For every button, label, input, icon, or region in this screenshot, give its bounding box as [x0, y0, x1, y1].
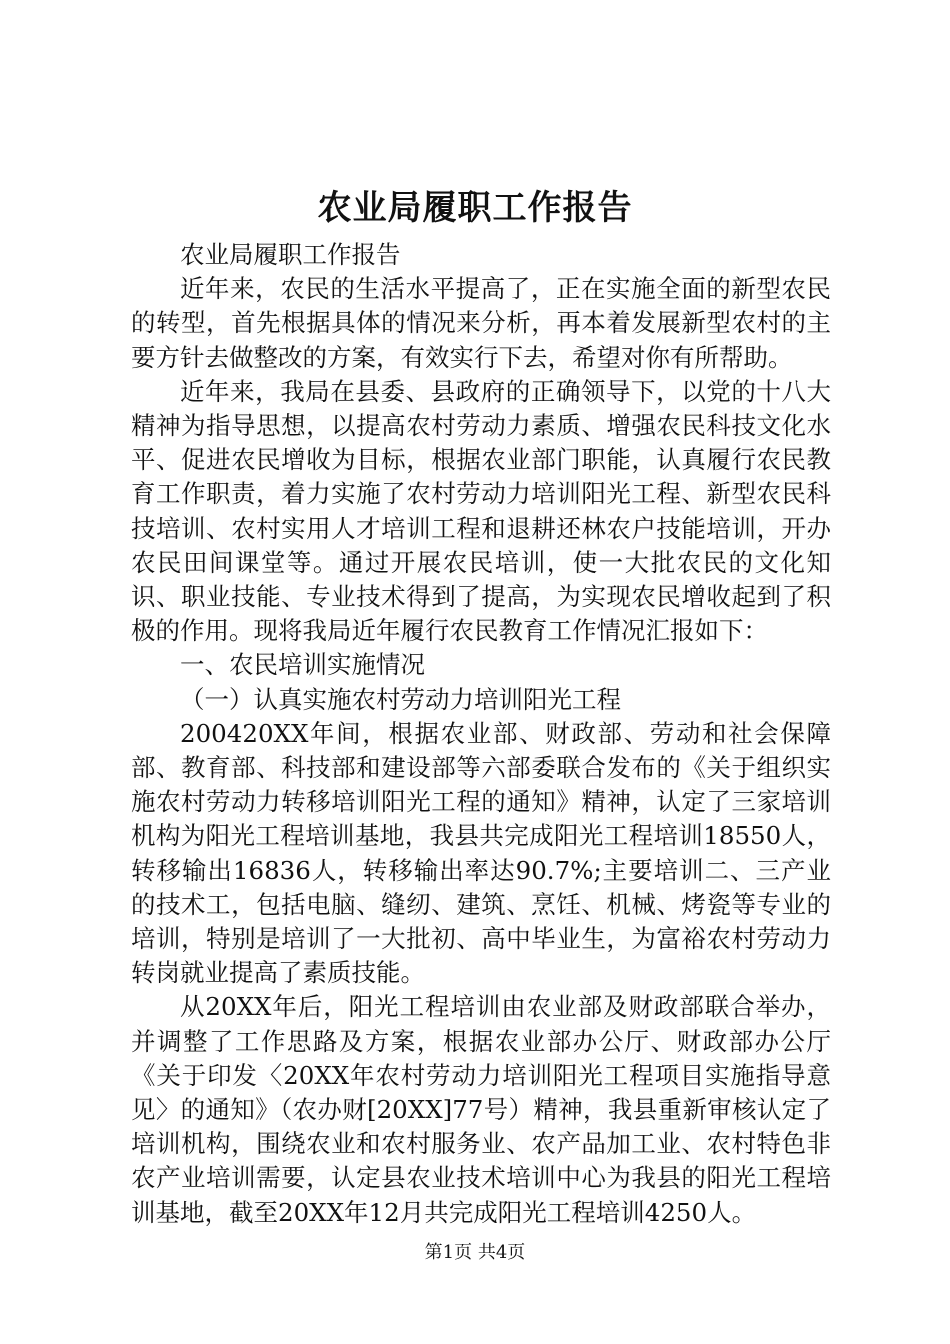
page-number: 第1页 共4页: [424, 1242, 526, 1263]
subsection-heading: （一）认真实施农村劳动力培训阳光工程: [180, 684, 621, 714]
paragraph-sunshine-project: 200420XX年间，根据农业部、财政部、劳动和社会保障部、教育部、科技部和建设部等六部委联合发布的《关于组织实施农村劳动力转移培训阳光工程的通知》精神，认定了三家培训机构为阳光工程培训基地，我县共完成阳光工程培训18550人，转移输出16836人，转移输出率达90.7%;主要培训二、三产业的技术工，包括电脑、缝纫、建筑、烹饪、机械、烤瓷等专业的培训，特别是培训了一大批初、高中毕业生，为富裕农村劳动力转岗就业提高了素质技能。: [131, 718, 831, 988]
paragraph-after-20xx: 从20XX年后，阳光工程培训由农业部及财政部联合举办，并调整了工作思路及方案，根据农业部办公厅、财政部办公厅《关于印发〈20XX年农村劳动力培训阳光工程项目实施指导意见〉的通知》（农办财[20XX]77号）精神，我县重新审核认定了培训机构，围绕农业和农村服务业、农产品加工业、农村特色非农产业培训需要，认定县农业技术培训中心为我县的阳光工程培训基地，截至20XX年12月共完成阳光工程培训4250人。: [131, 992, 831, 1227]
paragraph-subtitle: 农业局履职工作报告: [180, 240, 401, 269]
section-heading: 一、农民培训实施情况: [180, 650, 425, 680]
paragraph-intro: 近年来，农民的生活水平提高了，正在实施全面的新型农民的转型，首先根据具体的情况来分析，再本着发展新型农村的主要方针去做整改的方案，有效实行下去，希望对你有所帮助。: [131, 274, 831, 372]
paragraph-overview: 近年来，我局在县委、县政府的正确领导下，以党的十八大精神为指导思想，以提高农村劳动力素质、增强农民科技文化水平、促进农民增收为目标，根据农业部门职能，认真履行农民教育工作职责，着力实施了农村劳动力培训阳光工程、新型农民科技培训、农村实用人才培训工程和退耕还林农户技能培训，开办农民田间课堂等。通过开展农民培训，使一大批农民的文化知识、职业技能、专业技术得到了提高，为实现农民增收起到了积极的作用。现将我局近年履行农民教育工作情况汇报如下：: [131, 376, 831, 646]
document-body: [131, 238, 831, 1230]
document-title: 农业局履职工作报告: [317, 188, 633, 228]
